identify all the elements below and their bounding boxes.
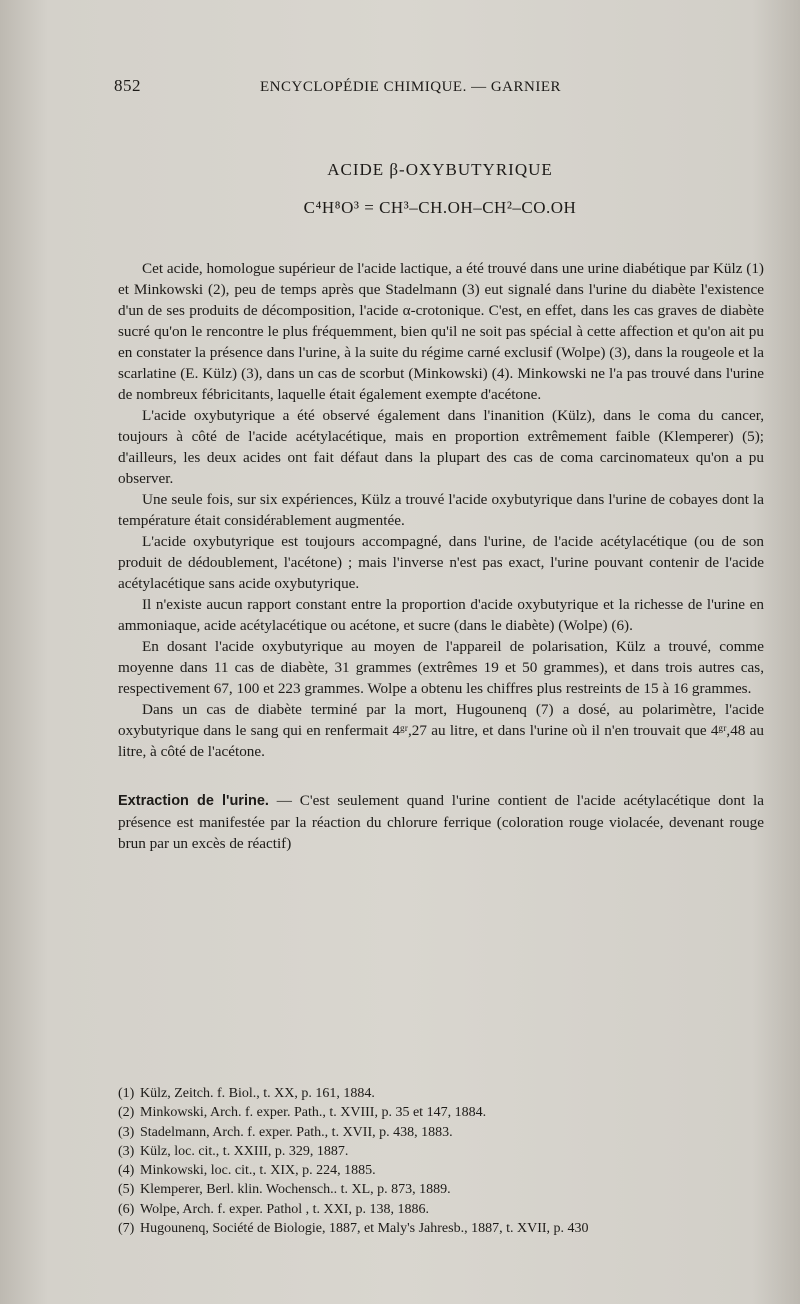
footnote-number: (4) (118, 1163, 135, 1179)
footnote (118, 1180, 768, 1199)
footnote-text: Külz, Zeitch. f. Biol., t. XX, p. 161, 1884. (140, 1086, 375, 1101)
footnote (118, 1084, 768, 1103)
footnote-number: (5) (118, 1182, 135, 1198)
page-header (100, 72, 780, 102)
footnote (118, 1219, 768, 1238)
footnotes (118, 1084, 768, 1238)
footnote-text: Hugounenq, Société de Biologie, 1887, et Maly's Jahresb., 1887, t. XVII, p. 430 (140, 1221, 589, 1237)
footnote (118, 1161, 768, 1180)
running-title: ENCYCLOPÉDIE CHIMIQUE. — GARNIER (260, 79, 561, 95)
footnote (118, 1142, 768, 1161)
footnote-number: (7) (118, 1221, 135, 1237)
footnote-text: Minkowski, loc. cit., t. XIX, p. 224, 1885. (140, 1163, 376, 1179)
paragraph: L'acide oxybutyrique a été observé également dans l'inanition (Külz), dans le coma du cancer, toujours à côté de l'acide acétylacétique, mais en proportion extrêmement faible (Klemperer) (5); d'ailleurs, les deux acides ont fait défaut dans la plupart des cas de coma carcinomateux qu'on a pu observer. (118, 407, 764, 487)
footnote-number: (3) (118, 1143, 135, 1159)
footnote-text: Minkowski, Arch. f. exper. Path., t. XVIII, p. 35 et 147, 1884. (140, 1105, 487, 1121)
footnote-text: Külz, loc. cit., t. XXIII, p. 329, 1887. (140, 1143, 349, 1159)
extraction-text: — C'est seulement quand l'urine contient de l'acide acétylacétique dont la présence est manifestée par la réaction du chlorure ferrique (coloration rouge violacée, devenant rouge brun par un excès de réactif) (118, 792, 764, 852)
footnote-number: (6) (118, 1201, 135, 1217)
page-number: 852 (114, 76, 141, 95)
paragraph: Dans un cas de diabète terminé par la mort, Hugounenq (7) a dosé, au polarimètre, l'acide oxybutyrique dans le sang qui en renfermait 4ᵍʳ,27 au litre, et dans l'urine où il n'en trouvait que 4ᵍʳ,48 au litre, à côté de l'acétone. (118, 701, 764, 760)
footnote-number: (1) (118, 1086, 135, 1101)
paragraph: Cet acide, homologue supérieur de l'acide lactique, a été trouvé dans une urine diabétique par Külz (1) et Minkowski (2), peu de temps après que Stadelmann (3) eut signalé dans l'urine du diabète l'existence d'un de ses produits de décomposition, l'acide α-crotonique. C'est, en effet, dans les cas graves de diabète sucré qu'on le rencontre le plus fréquemment, bien qu'il ne soit pas spécial à cette affection et qu'on ait pu en constater la présence dans l'urine, à la suite du régime carné exclusif (Wolpe) (3), dans la rougeole et la scarlatine (E. Külz) (3), dans un cas de scorbut (Minkowski) (4). Minkowski ne l'a pas trouvé dans l'urine de nombreux fébricitants, laquelle était également exempte d'acétone. (118, 260, 764, 403)
footnote-number: (2) (118, 1105, 135, 1121)
paragraph: En dosant l'acide oxybutyrique au moyen de l'appareil de polarisation, Külz a trouvé, comme moyenne dans 11 cas de diabète, 31 grammes (extrêmes 19 et 50 grammes), et dans trois autres cas, respectivement 67, 100 et 223 grammes. Wolpe a obtenu les chiffres plus restreints de 15 à 16 grammes. (118, 638, 764, 697)
extraction-heading: Extraction de l'urine. (118, 793, 269, 809)
footnote-text: Wolpe, Arch. f. exper. Pathol , t. XXI, p. 138, 1886. (140, 1201, 429, 1217)
footnote (118, 1103, 768, 1122)
section-title: ACIDE β-OXYBUTYRIQUE (327, 160, 553, 179)
chemical-formula: C⁴H⁸O³ = CH³–CH.OH–CH²–CO.OH (303, 198, 577, 217)
footnote-number: (3) (118, 1124, 135, 1140)
footnote-text: Stadelmann, Arch. f. exper. Path., t. XVII, p. 438, 1883. (140, 1124, 453, 1140)
extraction-paragraph (118, 790, 764, 854)
paragraph: L'acide oxybutyrique est toujours accompagné, dans l'urine, de l'acide acétylacétique (ou de son produit de dédoublement, l'acétone) ; mais l'inverse n'est pas exact, l'urine pouvant contenir de l'acide acétylacétique sans acide oxybutyrique. (118, 533, 764, 592)
paragraph: Il n'existe aucun rapport constant entre la proportion d'acide oxybutyrique et la richesse de l'urine en ammoniaque, acide acétylacétique ou acétone, et sucre (dans le diabète) (Wolpe) (6). (118, 596, 764, 634)
footnote (118, 1123, 768, 1142)
footnote-text: Klemperer, Berl. klin. Wochensch.. t. XL, p. 873, 1889. (140, 1182, 451, 1198)
body-text (118, 258, 764, 854)
paragraph: Une seule fois, sur six expériences, Külz a trouvé l'acide oxybutyrique dans l'urine de cobayes dont la température était considérablement augmentée. (118, 491, 764, 529)
footnote (118, 1200, 768, 1219)
